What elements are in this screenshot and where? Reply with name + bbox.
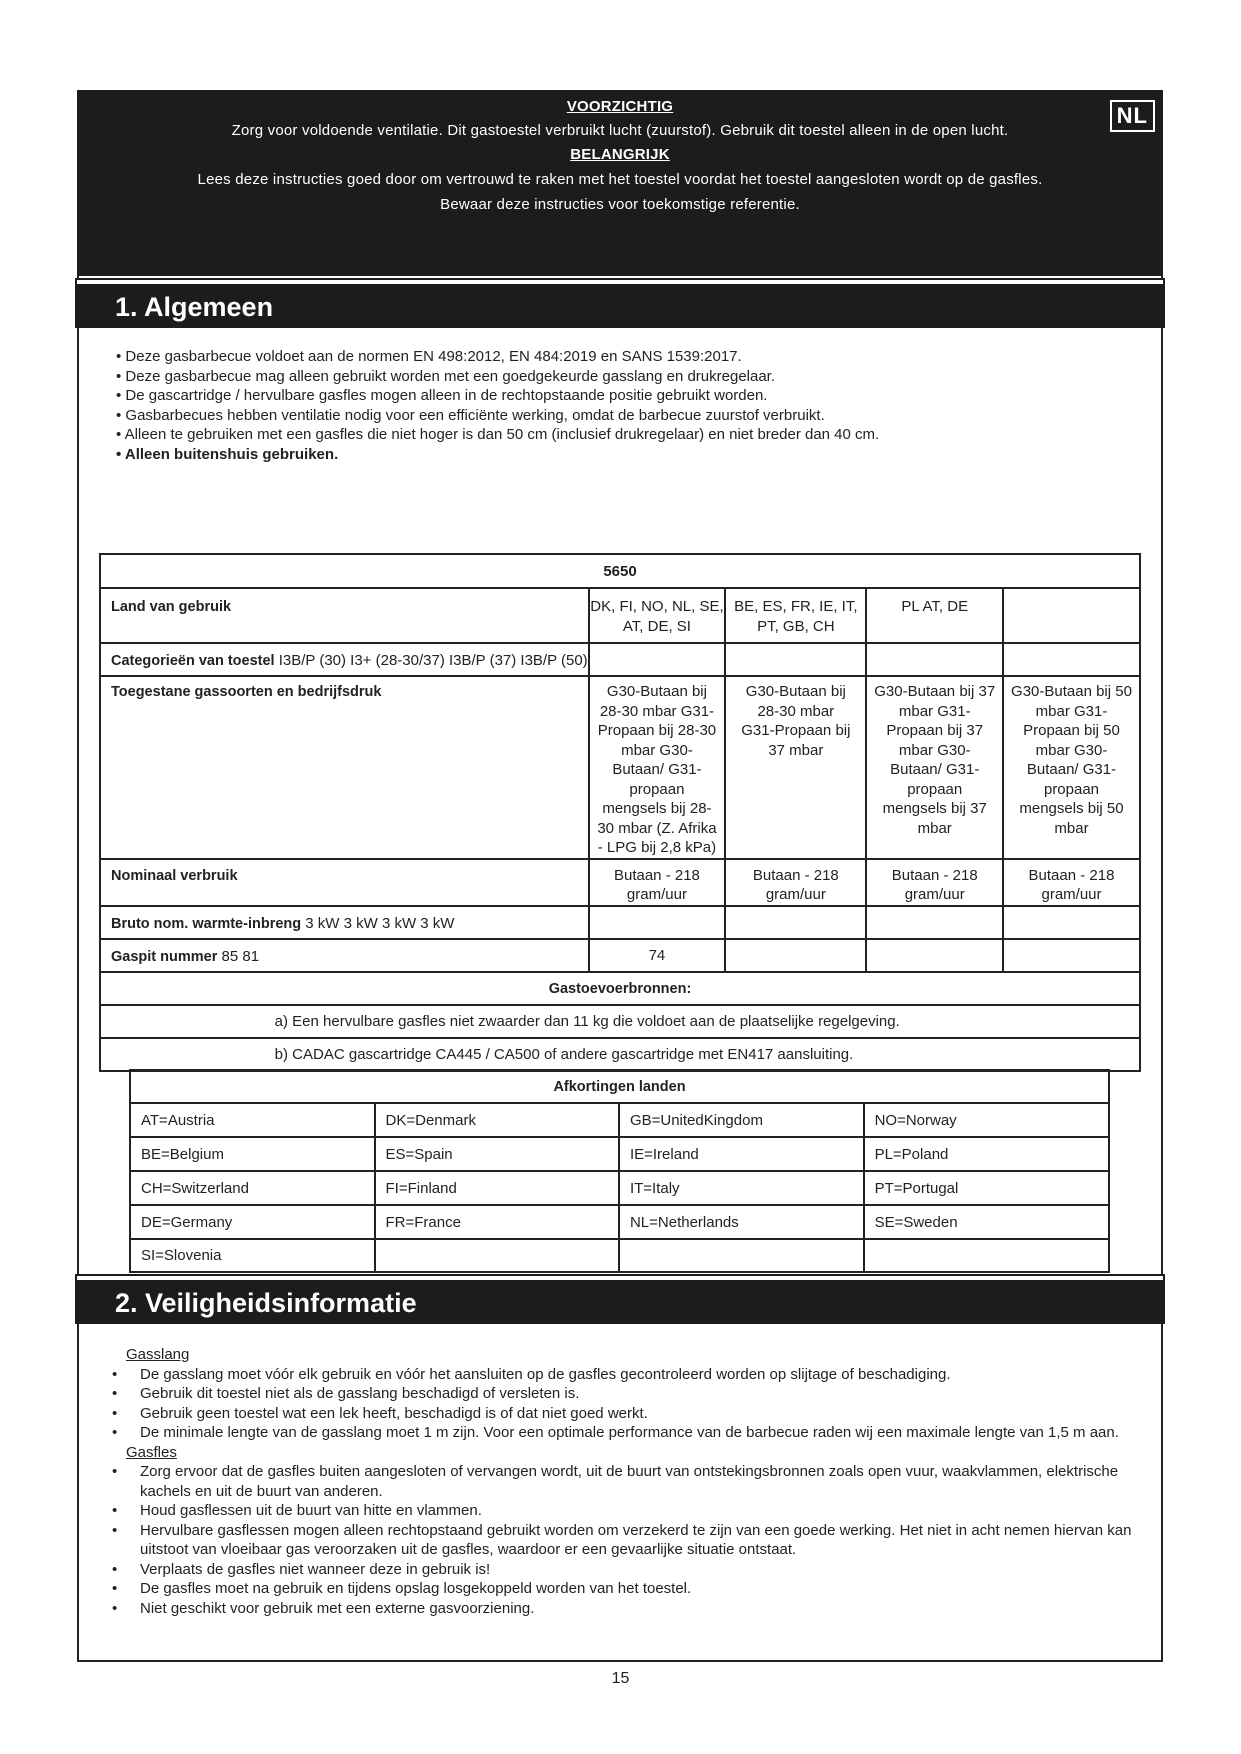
bullet: • [112, 1560, 118, 1578]
general-bullets [116, 347, 879, 464]
abbr-cell: PL=Poland [864, 1137, 1109, 1171]
gas-value: G30-Butaan bij 50 mbar G31-Propaan bij 50 mbar G30-Butaan/ G31-propaan mengsels bij 50 mbar [1003, 676, 1140, 859]
bullet-item: • Alleen te gebruiken met een gasfles die niet hoger is dan 50 cm (inclusief drukregelaar) en niet breder dan 40 cm. [116, 426, 880, 443]
bullet-item: • Gasbarbecues hebben ventilatie nodig voor een efficiënte werking, omdat de barbecue zuurstof verbruikt. [116, 406, 825, 424]
bullet: • [112, 1424, 118, 1441]
important-text: Lees deze instructies goed door om vertrouwd te raken met het toestel voordat het toestel aangesloten wordt op de gasfles. [197, 171, 1043, 188]
gaspit-label: Gaspit nummer [111, 948, 218, 965]
abbr-cell: AT=Austria [130, 1103, 375, 1137]
bullet-item: • Deze gasbarbecue voldoet aan de normen EN 498:2012, EN 484:2019 en SANS 1539:2017. [116, 348, 742, 365]
nominal-value: Butaan - 218 gram/uur [725, 859, 866, 906]
abbr-cell [375, 1239, 619, 1272]
model-number: 5650 [100, 554, 1140, 588]
gaspit-value: 74 [589, 939, 726, 972]
category-cell [100, 643, 589, 676]
bullet: • [112, 1385, 118, 1402]
abbr-cell: FI=Finland [375, 1171, 619, 1205]
page-number: 15 [611, 1670, 630, 1687]
source-a-prefix: a) [274, 1012, 288, 1030]
land-label: Land van gebruik [111, 599, 232, 615]
abbr-cell: IE=Ireland [619, 1137, 864, 1171]
source-a-row [100, 1005, 1140, 1038]
language-badge: NL [1110, 100, 1155, 132]
sources-label: Gastoevoerbronnen: [100, 972, 1140, 1005]
bullet-item: • Deze gasbarbecue mag alleen gebruikt worden met een goedgekeurde gasslang en drukregelaar. [116, 367, 776, 385]
bullet: • [112, 1404, 118, 1422]
warning-text: Zorg voor voldoende ventilatie. Dit gastoestel verbruikt lucht (zuurstof). Gebruik dit toestel alleen in de open lucht. [231, 122, 1009, 139]
section-title-general: 1. Algemeen [77, 280, 1163, 326]
nominal-label: Nominaal verbruik [100, 859, 589, 906]
subheading-hose: Gasslang [126, 1346, 190, 1363]
bullet: • [112, 1502, 118, 1519]
hose-item: De gasslang moet vóór elk gebruik en vóór het aansluiten op de gasfles gecontroleerd worden op slijtage of beschadiging. [140, 1365, 951, 1383]
abbr-cell: PT=Portugal [864, 1171, 1109, 1205]
bullet: • [112, 1521, 118, 1539]
abbr-cell: FR=France [375, 1205, 619, 1239]
cylinder-item: Niet geschikt voor gebruik met een externe gasvoorziening. [140, 1599, 535, 1617]
abbreviations-table [129, 1069, 1110, 1273]
subheading-cylinder: Gasfles [126, 1443, 177, 1461]
source-b-row [100, 1038, 1140, 1071]
abbr-cell [864, 1239, 1109, 1272]
source-b: CADAC gascartridge CA445 / CA500 of andere gascartridge met EN417 aansluiting. [292, 1045, 854, 1063]
abbr-cell: DE=Germany [130, 1205, 375, 1239]
abbr-cell: IT=Italy [619, 1171, 864, 1205]
land-label-cell [100, 588, 589, 643]
abbr-cell: ES=Spain [375, 1137, 619, 1171]
hose-item: Gebruik geen toestel wat een lek heeft, beschadigd is of dat niet goed werkt. [140, 1404, 648, 1422]
spec-table [99, 553, 1141, 1072]
bullet: • [112, 1365, 118, 1383]
cylinder-item: De gasfles moet na gebruik en tijdens opslag losgekoppeld worden van het toestel. [140, 1580, 692, 1597]
category-label: Categorieën van toestel [111, 653, 275, 669]
gas-value: G30-Butaan bij 37 mbar G31-Propaan bij 37 mbar G30-Butaan/ G31-propaan mengsels bij 37 mbar [866, 676, 1003, 859]
gas-label: Toegestane gassoorten en bedrijfsdruk [100, 676, 589, 859]
bullet-item-bold: • Alleen buitenshuis gebruiken. [116, 445, 339, 463]
hose-item: Gebruik dit toestel niet als de gasslang beschadigd of versleten is. [140, 1385, 580, 1402]
bullet: • [112, 1580, 118, 1597]
abbr-cell: CH=Switzerland [130, 1171, 375, 1205]
bruto-label: Bruto nom. warmte-inbreng [111, 915, 302, 932]
land-value: BE, ES, FR, IE, IT, PT, GB, CH [725, 588, 866, 643]
bruto-cell [100, 906, 589, 939]
cylinder-item: Hervulbare gasflessen mogen alleen rechtopstaand gebruikt worden om verzekerd te zijn van een goede werking. Het niet in acht nemen hiervan kan uitstoot van vloeibaar gas veroorzaken uit de gasfles, waardoor er een gevaarlijke situatie ontstaat. [140, 1521, 1132, 1558]
section-title-safety: 2. Veiligheidsinformatie [77, 1276, 1163, 1322]
keep-text: Bewaar deze instructies voor toekomstige referentie. [440, 196, 800, 213]
land-value [1003, 588, 1140, 643]
hose-item: De minimale lengte van de gasslang moet 1 m zijn. Voor een optimale performance van de barbecue raden wij een maximale lengte van 1,5 m aan. [140, 1424, 1119, 1441]
abbr-cell: NL=Netherlands [619, 1205, 864, 1239]
cylinder-item: Houd gasflessen uit de buurt van hitte en vlammen. [140, 1502, 482, 1519]
abbr-cell: NO=Norway [864, 1103, 1109, 1137]
abbr-cell: SI=Slovenia [130, 1239, 375, 1272]
bruto-values: 3 kW 3 kW 3 kW 3 kW [305, 914, 455, 932]
abbr-title: Afkortingen landen [130, 1070, 1109, 1103]
abbr-cell: DK=Denmark [375, 1103, 619, 1137]
category-values: I3B/P (30) I3+ (28-30/37) I3B/P (37) I3B/P (50) [278, 652, 588, 669]
abbr-cell [619, 1239, 864, 1272]
abbr-cell: SE=Sweden [864, 1205, 1109, 1239]
nominal-value: Butaan - 218 gram/uur [589, 859, 726, 906]
safety-info [112, 1345, 1132, 1618]
gas-value: G30-Butaan bij 28-30 mbar G31-Propaan bij 28-30 mbar G30-Butaan/ G31-propaan mengsels bij 28-30 mbar (Z. Afrika - LPG bij 2,8 kPa) [589, 676, 726, 859]
land-value: DK, FI, NO, NL, SE, AT, DE, SI [589, 588, 726, 643]
warning-box [77, 90, 1163, 276]
warning-heading: VOORZICHTIG [566, 98, 674, 115]
source-a: Een hervulbare gasfles niet zwaarder dan 11 kg die voldoet aan de plaatselijke regelgeving. [292, 1012, 900, 1030]
bullet: • [112, 1463, 118, 1480]
land-value: PL AT, DE [866, 588, 1003, 643]
nominal-value: Butaan - 218 gram/uur [1003, 859, 1140, 906]
bullet-item: • De gascartridge / hervulbare gasfles mogen alleen in de rechtopstaande positie gebruikt worden. [116, 387, 768, 404]
gaspit-cell [100, 939, 589, 972]
gas-value: G30-Butaan bij 28-30 mbar G31-Propaan bij 37 mbar [725, 676, 866, 859]
source-b-prefix: b) [274, 1045, 288, 1063]
cylinder-item: Zorg ervoor dat de gasfles buiten aangesloten of vervangen wordt, uit de buurt van ontstekingsbronnen zoals open vuur, waakvlammen, elektrische kachels en uit de buurt van anderen. [140, 1463, 1119, 1500]
cylinder-item: Verplaats de gasfles niet wanneer deze in gebruik is! [140, 1560, 491, 1578]
nominal-value: Butaan - 218 gram/uur [866, 859, 1003, 906]
abbr-cell: BE=Belgium [130, 1137, 375, 1171]
gaspit-values: 85 81 [221, 947, 260, 965]
abbr-cell: GB=UnitedKingdom [619, 1103, 864, 1137]
bullet: • [112, 1599, 118, 1617]
important-heading: BELANGRIJK [570, 146, 670, 163]
